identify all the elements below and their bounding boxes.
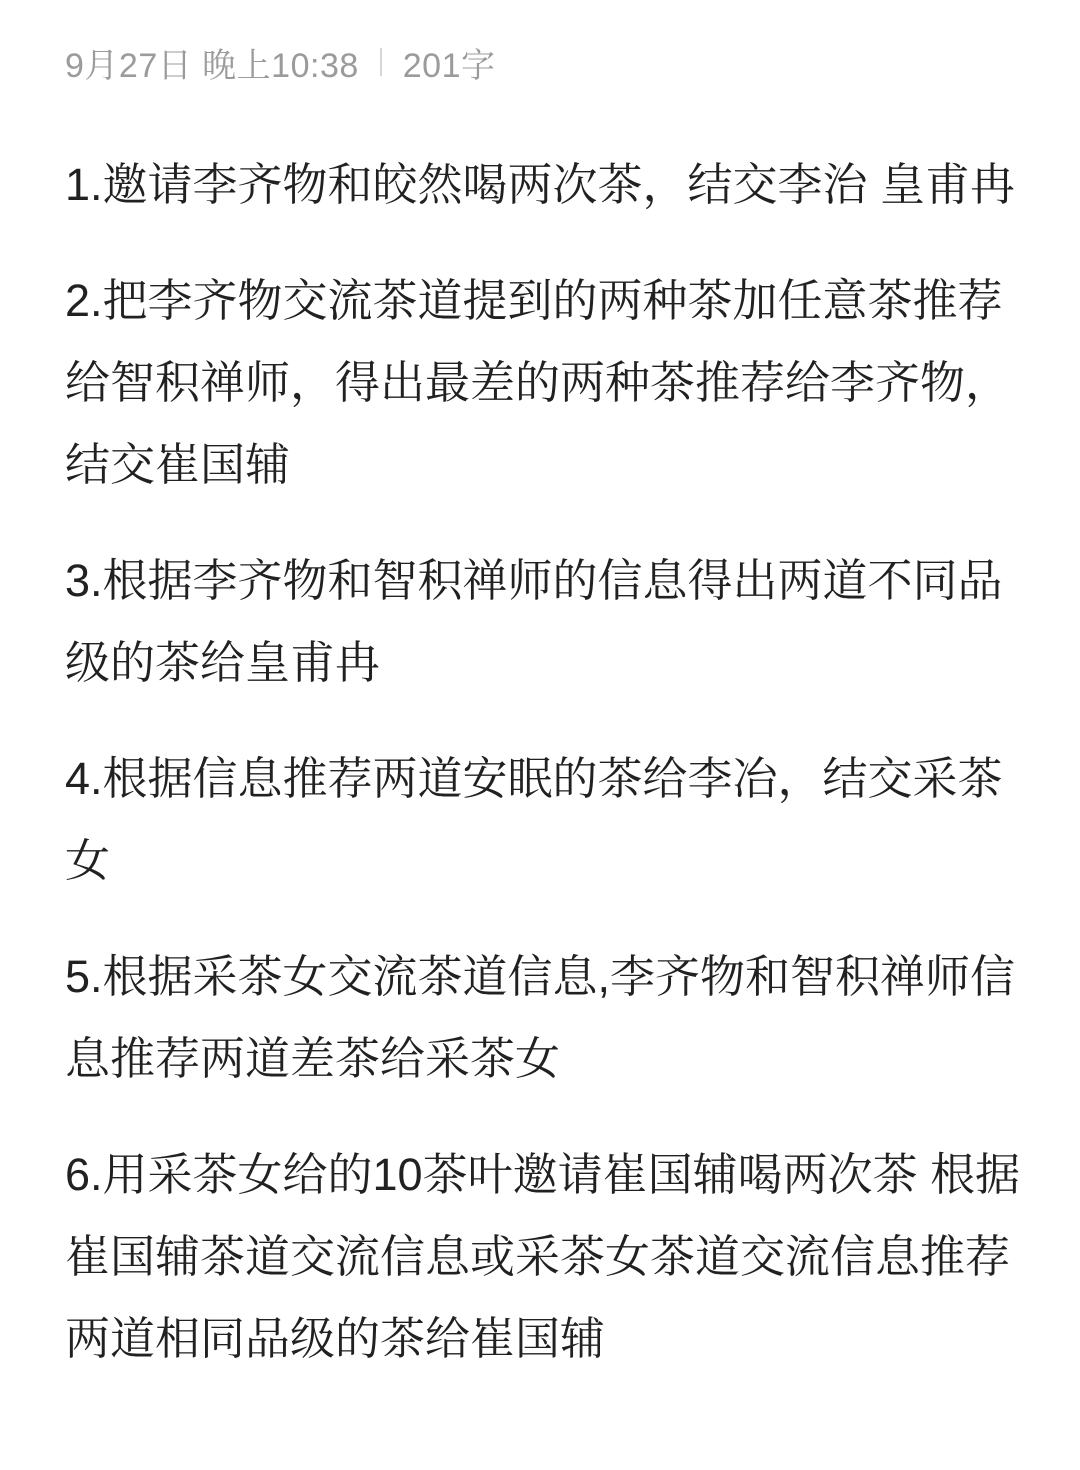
note-paragraph-4[interactable]: 4.根据信息推荐两道安眠的茶给李冶，结交采茶女 — [65, 753, 1003, 886]
note-paragraph-5[interactable]: 5.根据采茶女交流茶道信息,李齐物和智积禅师信息推荐两道差茶给采茶女 — [65, 951, 1016, 1084]
note-paragraph-3[interactable]: 3.根据李齐物和智积禅师的信息得出两道不同品级的茶给皇甫冉 — [65, 555, 1003, 688]
note-meta — [65, 40, 1040, 84]
note-paragraph-2[interactable]: 2.把李齐物交流茶道提到的两种茶加任意茶推荐给智积禅师，得出最差的两种茶推荐给李齐物，结交崔国辅 — [65, 275, 1011, 490]
note-date: 9月27日 晚上10:38 — [65, 46, 359, 85]
note-paragraph-1[interactable]: 1.邀请李齐物和皎然喝两次茶，结交李治 皇甫冉 — [65, 159, 1016, 210]
note-body[interactable] — [65, 144, 1040, 1380]
meta-divider — [380, 48, 382, 76]
note-paragraph-6[interactable]: 6.用采茶女给的10茶叶邀请崔国辅喝两次茶 根据崔国辅茶道交流信息或采茶女茶道交流信息推荐两道相同品级的茶给崔国辅 — [65, 1149, 1021, 1364]
note-word-count: 201字 — [402, 46, 496, 85]
